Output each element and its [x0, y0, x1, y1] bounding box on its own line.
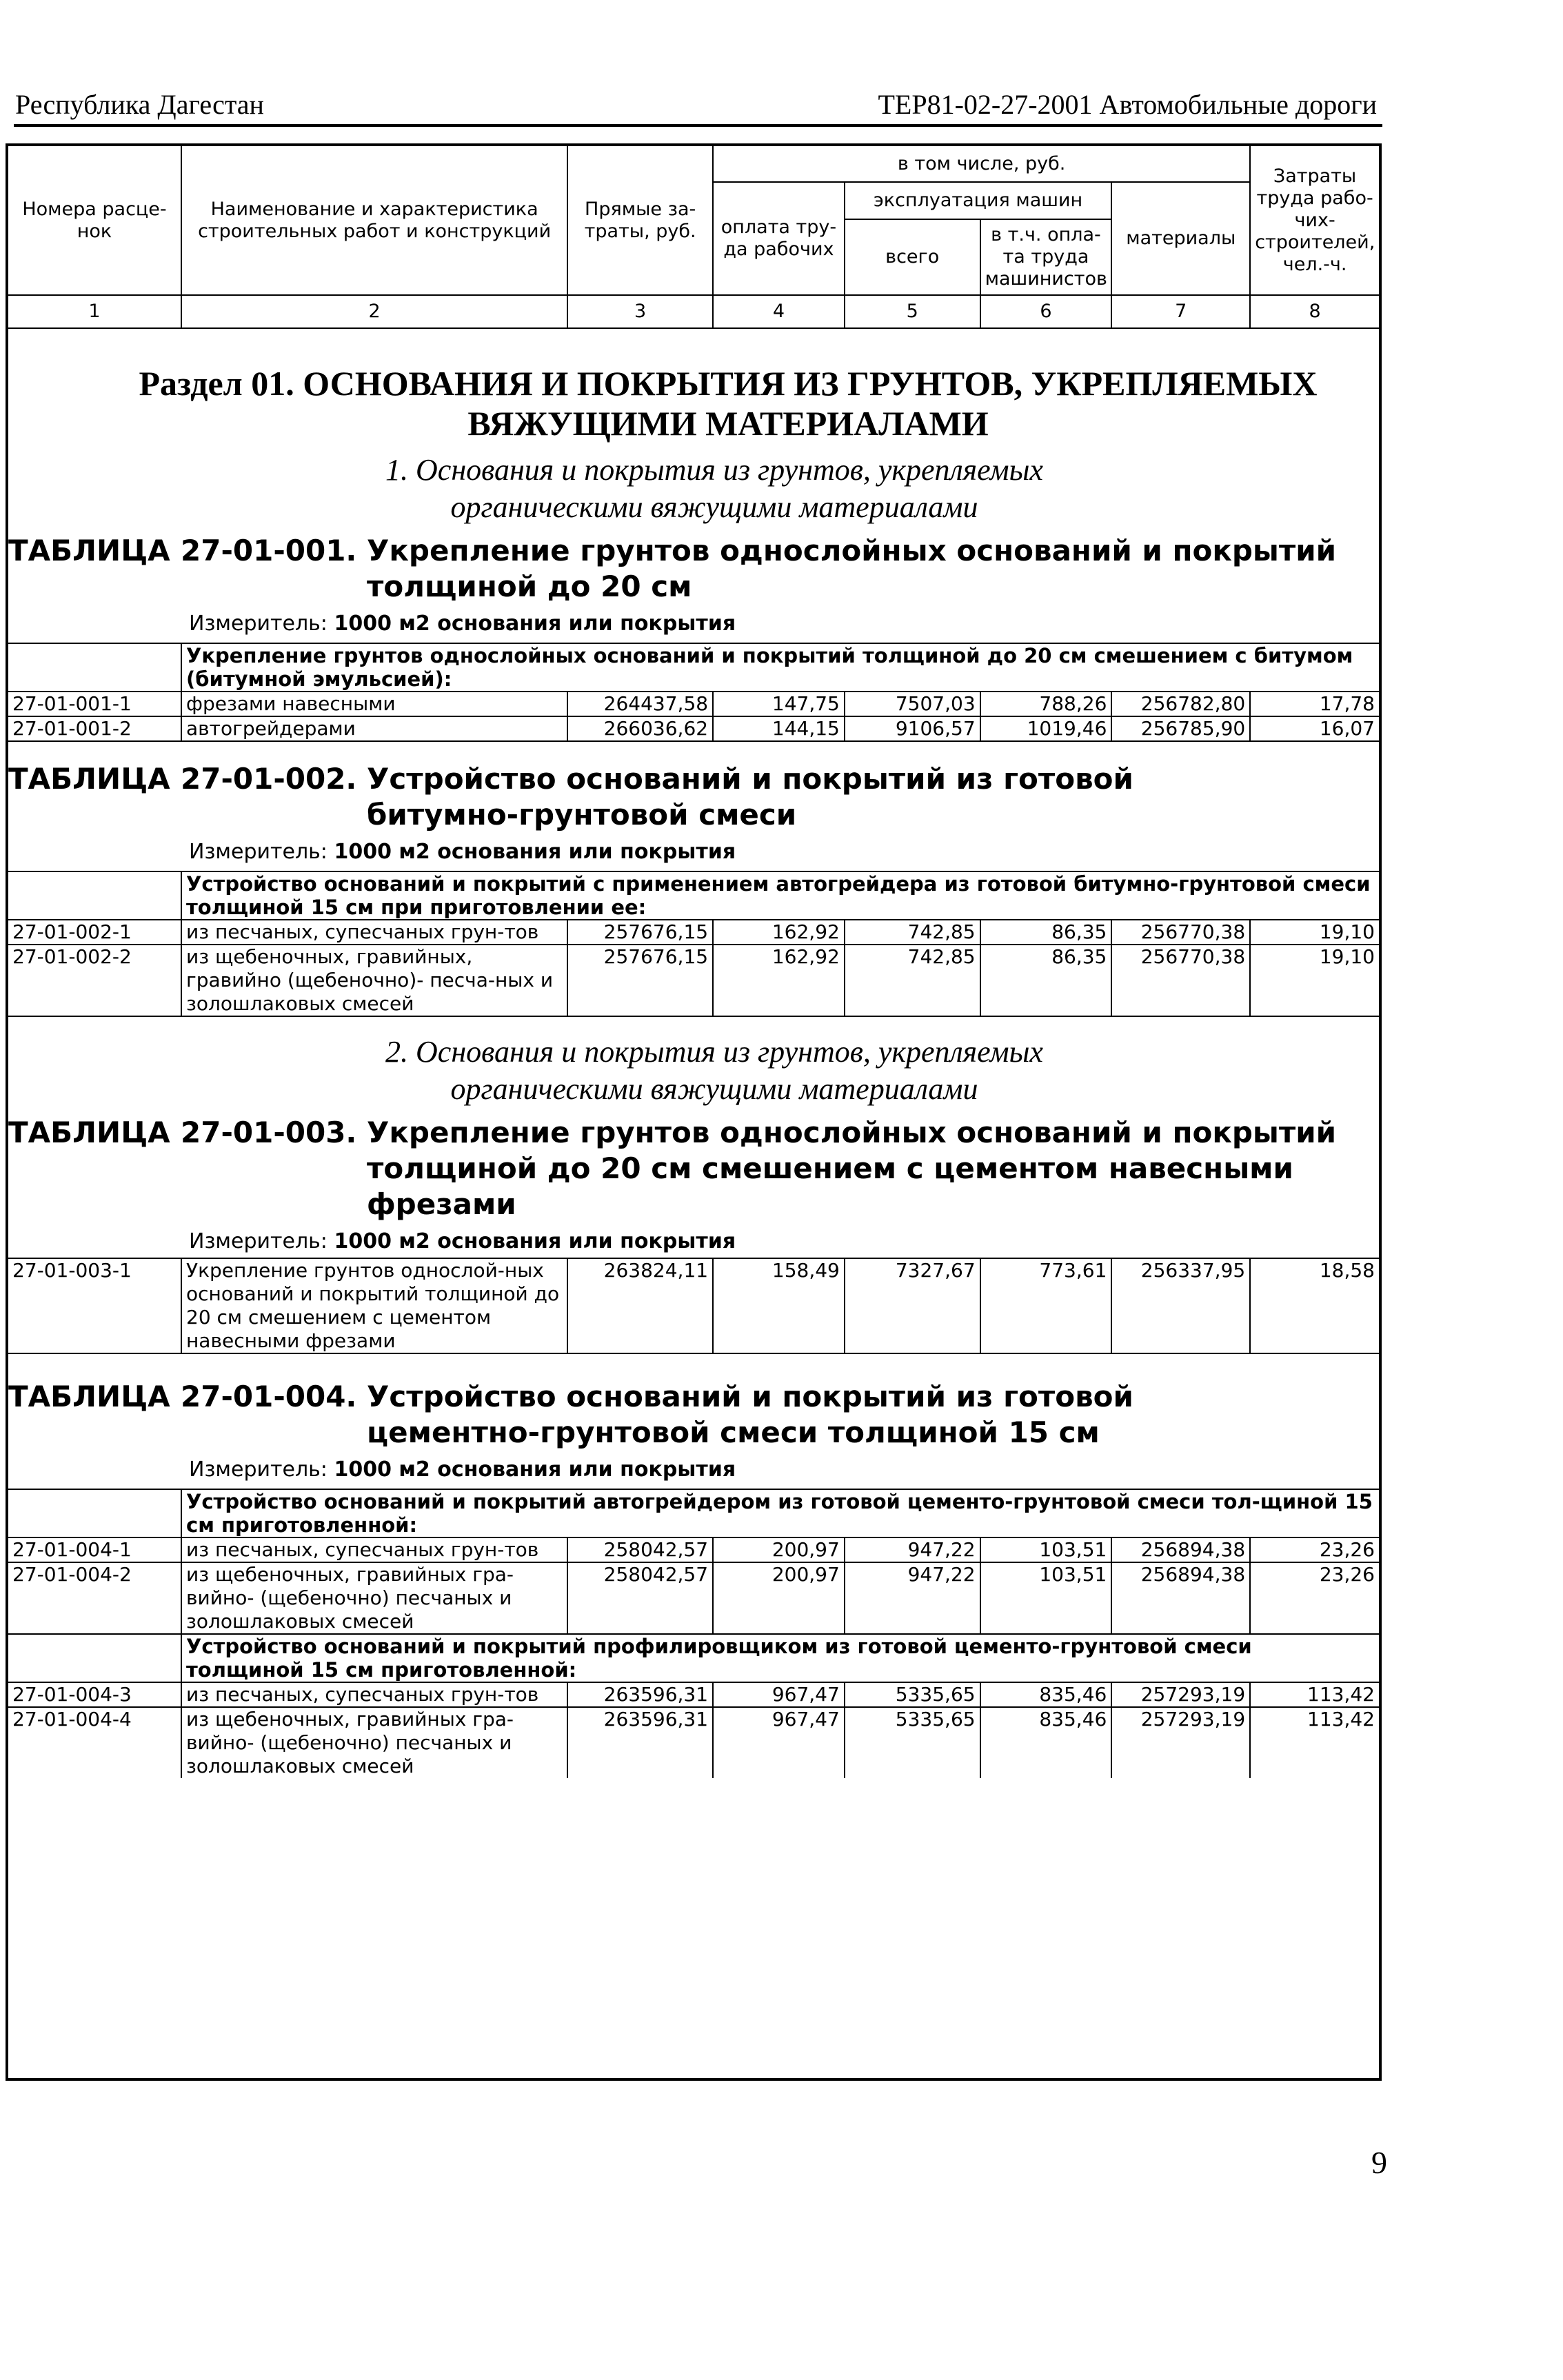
col-header-labor: Затраты труда рабо-чих-строителей, чел.-ч.: [1250, 146, 1379, 295]
row-machines-total: 5335,65: [845, 1707, 980, 1778]
row-code: 27-01-004-1: [8, 1537, 181, 1562]
row-machines-total: 742,85: [845, 920, 980, 945]
row-labor: 19,10: [1250, 920, 1379, 945]
row-machines-total: 947,22: [845, 1537, 980, 1562]
table-2-title-line2: битумно-грунтовой смеси: [367, 798, 797, 831]
table-4-prefix: ТАБЛИЦА: [8, 1380, 170, 1413]
row-labor: 18,58: [1250, 1258, 1379, 1353]
table-row: [8, 692, 1379, 716]
row-operator-pay: 86,35: [980, 920, 1112, 945]
row-code: 27-01-001-2: [8, 716, 181, 741]
header-document-code: ТЕР81-02-27-2001 Автомобильные дороги: [878, 89, 1377, 120]
col-header-machines-total: всего: [845, 219, 980, 295]
subsection-1-line2: органическими вяжущими материалами: [450, 490, 978, 524]
table-3-measure-label: Измеритель:: [189, 1229, 327, 1253]
row-code: 27-01-004-4: [8, 1707, 181, 1778]
row-labor: 17,78: [1250, 692, 1379, 716]
row-name: из щебеночных, гравийных гра-вийно- (щебеночно) песчаных и золошлаковых смесей: [181, 1707, 567, 1778]
table-4-measure-value: 1000 м2 основания или покрытия: [334, 1458, 736, 1482]
table-row: [8, 1258, 1379, 1353]
row-code: 27-01-003-1: [8, 1258, 181, 1353]
col-header-including: в том числе, руб.: [713, 146, 1250, 182]
row-machines-total: 7327,67: [845, 1258, 980, 1353]
row-direct-costs: 258042,57: [567, 1562, 713, 1634]
subsection-2-line2: органическими вяжущими материалами: [450, 1072, 978, 1106]
col-header-direct-costs: Прямые за-траты, руб.: [567, 146, 713, 295]
table-1-group-label: Укрепление грунтов однослойных оснований и покрытий толщиной до 20 см смешением с битумом (битумной эмульсией):: [181, 643, 1379, 692]
table-4-grid: [8, 1489, 1379, 1778]
row-operator-pay: 788,26: [980, 692, 1112, 716]
col-num-7: 7: [1111, 295, 1250, 328]
row-worker-pay: 162,92: [713, 945, 845, 1016]
row-materials: 256894,38: [1111, 1537, 1250, 1562]
row-labor: 19,10: [1250, 945, 1379, 1016]
row-name: фрезами навесными: [181, 692, 567, 716]
table-row: [8, 1682, 1379, 1707]
table-3-title-line3: фрезами: [367, 1187, 516, 1221]
row-code: 27-01-004-3: [8, 1682, 181, 1707]
table-1-measure: [189, 612, 1379, 636]
header-rule: [14, 124, 1382, 127]
table-2-measure: [189, 840, 1379, 864]
col-num-2: 2: [181, 295, 567, 328]
table-1-title-line2: толщиной до 20 см: [367, 569, 692, 603]
table-4-group-1-label: Устройство оснований и покрытий автогрейдером из готовой цементо-грунтовой смеси тол-щиной 15 см приготовленной:: [181, 1489, 1379, 1537]
row-worker-pay: 144,15: [713, 716, 845, 741]
row-materials: 256770,38: [1111, 920, 1250, 945]
row-machines-total: 9106,57: [845, 716, 980, 741]
table-row: [8, 1707, 1379, 1778]
row-name: из песчаных, супесчаных грун-тов: [181, 1682, 567, 1707]
column-header-table: [8, 146, 1379, 329]
col-num-8: 8: [1250, 295, 1379, 328]
section-title-line1: Раздел 01. ОСНОВАНИЯ И ПОКРЫТИЯ ИЗ ГРУНТОВ, УКРЕПЛЯЕМЫХ: [139, 364, 1318, 403]
table-3-prefix: ТАБЛИЦА: [8, 1116, 170, 1149]
col-num-3: 3: [567, 295, 713, 328]
row-direct-costs: 257676,15: [567, 945, 713, 1016]
row-code: 27-01-004-2: [8, 1562, 181, 1634]
table-3-measure-value: 1000 м2 основания или покрытия: [334, 1229, 736, 1253]
row-direct-costs: 266036,62: [567, 716, 713, 741]
table-2-group-label: Устройство оснований и покрытий с применением автогрейдера из готовой битумно-грунтовой смеси толщиной 15 см при приготовлении ее:: [181, 871, 1379, 920]
row-materials: 257293,19: [1111, 1707, 1250, 1778]
row-worker-pay: 200,97: [713, 1562, 845, 1634]
row-materials: 256337,95: [1111, 1258, 1250, 1353]
row-operator-pay: 103,51: [980, 1562, 1112, 1634]
subsection-2-line1: 2. Основания и покрытия из грунтов, укрепляемых: [385, 1035, 1043, 1069]
section-title-line2: ВЯЖУЩИМИ МАТЕРИАЛАМИ: [467, 404, 989, 443]
table-3-title-line2: толщиной до 20 см смешением с цементом навесными: [367, 1151, 1293, 1185]
col-header-worker-pay: оплата тру-да рабочих: [713, 182, 845, 295]
row-operator-pay: 773,61: [980, 1258, 1112, 1353]
table-row: [8, 945, 1379, 1016]
row-operator-pay: 103,51: [980, 1537, 1112, 1562]
table-row: [8, 716, 1379, 741]
table-3-grid: [8, 1258, 1379, 1354]
table-1-measure-value: 1000 м2 основания или покрытия: [334, 612, 736, 636]
table-4-title: [8, 1379, 1379, 1451]
page-number: 9: [1371, 2145, 1387, 2180]
row-name: из щебеночных, гравийных, гравийно (щебеночно)- песча-ных и золошлаковых смесей: [181, 945, 567, 1016]
col-num-4: 4: [713, 295, 845, 328]
row-code: 27-01-002-1: [8, 920, 181, 945]
row-labor: 113,42: [1250, 1682, 1379, 1707]
row-name: из песчаных, супесчаных грун-тов: [181, 920, 567, 945]
row-worker-pay: 200,97: [713, 1537, 845, 1562]
table-4-title-line1: Устройство оснований и покрытий из готовой: [367, 1380, 1133, 1413]
row-labor: 23,26: [1250, 1537, 1379, 1562]
row-labor: 16,07: [1250, 716, 1379, 741]
row-materials: 256785,90: [1111, 716, 1250, 741]
table-2-code: 27-01-002.: [181, 762, 357, 796]
table-2-grid: [8, 871, 1379, 1017]
table-1-title: [8, 533, 1379, 605]
col-num-1: 1: [8, 295, 181, 328]
table-4-code: 27-01-004.: [181, 1380, 357, 1413]
row-materials: 256770,38: [1111, 945, 1250, 1016]
table-3-measure: [189, 1229, 1379, 1253]
row-name: из щебеночных, гравийных гра-вийно- (щебеночно) песчаных и золошлаковых смесей: [181, 1562, 567, 1634]
row-code: 27-01-002-2: [8, 945, 181, 1016]
subsection-1-line1: 1. Основания и покрытия из грунтов, укрепляемых: [385, 453, 1043, 487]
col-header-operator-pay: в т.ч. опла-та труда машинистов: [980, 219, 1112, 295]
table-1-grid: [8, 643, 1379, 742]
row-worker-pay: 147,75: [713, 692, 845, 716]
row-machines-total: 742,85: [845, 945, 980, 1016]
table-4-group-2-label: Устройство оснований и покрытий профилировщиком из готовой цементо-грунтовой смеси толщиной 15 см приготовленной:: [181, 1634, 1379, 1682]
row-machines-total: 947,22: [845, 1562, 980, 1634]
table-3-title: [8, 1115, 1379, 1222]
col-header-materials: материалы: [1111, 182, 1250, 295]
row-operator-pay: 835,46: [980, 1682, 1112, 1707]
row-labor: 23,26: [1250, 1562, 1379, 1634]
header-region: Республика Дагестан: [15, 89, 264, 120]
row-code: 27-01-001-1: [8, 692, 181, 716]
row-machines-total: 5335,65: [845, 1682, 980, 1707]
col-num-6: 6: [980, 295, 1112, 328]
table-4-measure: [189, 1458, 1379, 1482]
row-direct-costs: 264437,58: [567, 692, 713, 716]
row-worker-pay: 162,92: [713, 920, 845, 945]
table-4-title-line2: цементно-грунтовой смеси толщиной 15 см: [367, 1415, 1100, 1449]
table-row: [8, 1537, 1379, 1562]
table-2-measure-value: 1000 м2 основания или покрытия: [334, 840, 736, 864]
row-operator-pay: 835,46: [980, 1707, 1112, 1778]
table-4-measure-label: Измеритель:: [189, 1458, 327, 1482]
subsection-1-heading: [50, 452, 1379, 526]
table-row: [8, 920, 1379, 945]
row-direct-costs: 263596,31: [567, 1682, 713, 1707]
subsection-2-heading: [50, 1033, 1379, 1108]
col-header-name: Наименование и характеристика строительных работ и конструкций: [181, 146, 567, 295]
table-2-measure-label: Измеритель:: [189, 840, 327, 864]
table-1-prefix: ТАБЛИЦА: [8, 534, 170, 567]
row-name: Укрепление грунтов однослой-ных оснований и покрытий толщиной до 20 см смешением с цементом навесными фрезами: [181, 1258, 567, 1353]
col-header-machines: эксплуатация машин: [845, 182, 1112, 219]
row-machines-total: 7507,03: [845, 692, 980, 716]
row-materials: 256894,38: [1111, 1562, 1250, 1634]
col-header-code: Номера расце-нок: [8, 146, 181, 295]
table-1-code: 27-01-001.: [181, 534, 357, 567]
row-labor: 113,42: [1250, 1707, 1379, 1778]
row-materials: 257293,19: [1111, 1682, 1250, 1707]
row-direct-costs: 258042,57: [567, 1537, 713, 1562]
row-name: автогрейдерами: [181, 716, 567, 741]
row-direct-costs: 257676,15: [567, 920, 713, 945]
table-row: [8, 1562, 1379, 1634]
row-operator-pay: 86,35: [980, 945, 1112, 1016]
content-frame: [6, 143, 1382, 2081]
row-name: из песчаных, супесчаных грун-тов: [181, 1537, 567, 1562]
table-1-measure-label: Измеритель:: [189, 612, 327, 636]
table-1-title-line1: Укрепление грунтов однослойных оснований и покрытий: [367, 534, 1337, 567]
table-3-title-line1: Укрепление грунтов однослойных оснований и покрытий: [367, 1116, 1337, 1149]
table-2-prefix: ТАБЛИЦА: [8, 762, 170, 796]
table-2-title-line1: Устройство оснований и покрытий из готовой: [367, 762, 1133, 796]
row-worker-pay: 158,49: [713, 1258, 845, 1353]
table-2-title: [8, 761, 1379, 833]
col-num-5: 5: [845, 295, 980, 328]
row-direct-costs: 263596,31: [567, 1707, 713, 1778]
section-heading: [77, 363, 1379, 443]
row-operator-pay: 1019,46: [980, 716, 1112, 741]
row-worker-pay: 967,47: [713, 1707, 845, 1778]
row-worker-pay: 967,47: [713, 1682, 845, 1707]
row-direct-costs: 263824,11: [567, 1258, 713, 1353]
table-3-code: 27-01-003.: [181, 1116, 357, 1149]
row-materials: 256782,80: [1111, 692, 1250, 716]
